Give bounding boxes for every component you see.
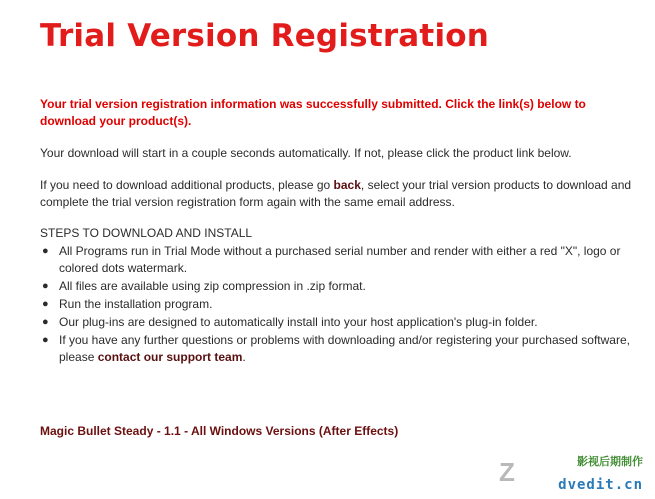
- bullet-icon: ●: [42, 280, 49, 292]
- bullet-icon: ●: [42, 245, 49, 257]
- watermark-logo-icon: Z: [499, 457, 515, 487]
- list-item-text: All files are available using zip compression in .zip format.: [59, 279, 366, 293]
- list-item: [40, 296, 652, 313]
- additional-prefix: If you need to download additional products, please go: [40, 178, 334, 192]
- support-suffix: .: [242, 350, 246, 364]
- list-item: [40, 332, 652, 366]
- product-separator: -: [153, 424, 165, 438]
- product-download-row: [40, 423, 398, 440]
- list-item: [40, 278, 652, 295]
- product-name-link[interactable]: Magic Bullet Steady: [40, 424, 154, 438]
- bullet-icon: ●: [42, 334, 49, 346]
- list-item-text: Run the installation program.: [59, 297, 213, 311]
- additional-products-note: [40, 177, 650, 211]
- watermark-url: dvedit.cn: [558, 477, 643, 493]
- page-title: Trial Version Registration: [40, 18, 490, 54]
- site-watermark: [499, 453, 649, 493]
- back-link[interactable]: back: [333, 178, 361, 192]
- additional-suffix: , select your trial version products to download and complete the trial version registration form again with the same email address.: [40, 178, 632, 209]
- steps-list: [40, 243, 652, 367]
- product-platform-link[interactable]: All Windows Versions (After Effects): [190, 424, 399, 438]
- bullet-icon: ●: [42, 316, 49, 328]
- success-message: Your trial version registration information was successfully submitted. Click the link(s) below to download your product(s).: [40, 97, 586, 128]
- product-separator: -: [180, 424, 191, 438]
- product-version-link[interactable]: 1.1: [164, 424, 181, 438]
- contact-support-link[interactable]: contact our support team: [97, 350, 243, 364]
- download-note: Your download will start in a couple seconds automatically. If not, please click the product link below.: [40, 146, 572, 160]
- bullet-icon: ●: [42, 298, 49, 310]
- steps-heading: STEPS TO DOWNLOAD AND INSTALL: [40, 226, 253, 240]
- support-prefix: If you have any further questions or problems with downloading and/or registering your purchased software, please: [59, 333, 630, 364]
- watermark-top-text: 影视后期制作: [577, 456, 643, 468]
- list-item-text: Our plug-ins are designed to automatically install into your host application's plug-in folder.: [59, 315, 538, 329]
- list-item: [40, 314, 652, 331]
- list-item: [40, 243, 652, 277]
- list-item-text: All Programs run in Trial Mode without a purchased serial number and render with either a red "X", logo or colored dots watermark.: [59, 244, 621, 275]
